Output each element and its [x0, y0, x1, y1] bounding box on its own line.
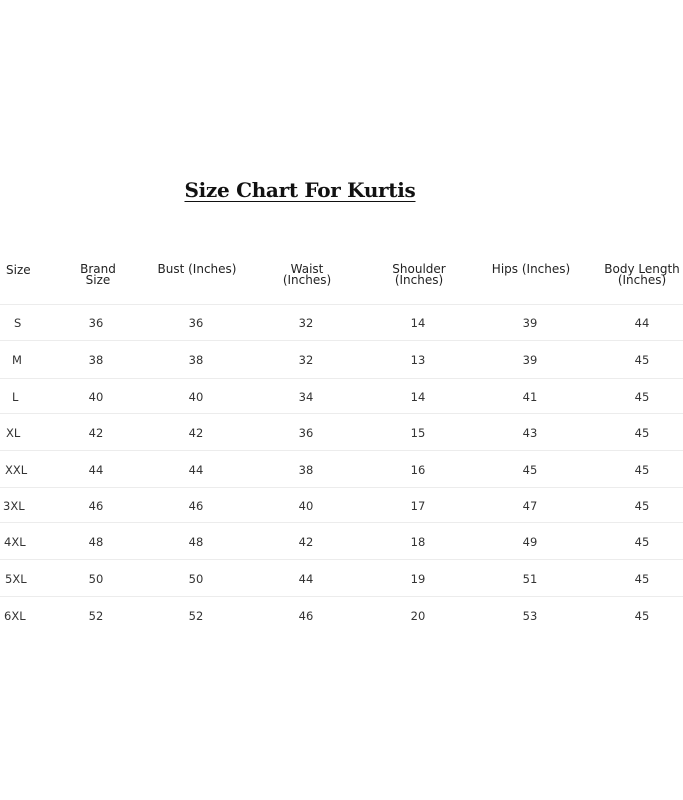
header-bust [158, 264, 237, 275]
cell-bust: 44 [188, 462, 204, 477]
header-shoulder [392, 264, 445, 286]
cell-body-length: 45 [634, 353, 650, 367]
cell-brand-size: 46 [88, 498, 104, 513]
table-row [0, 487, 683, 523]
cell-bust: 46 [188, 498, 204, 513]
cell-bust: 36 [188, 316, 204, 330]
cell-bust: 50 [188, 571, 204, 586]
table-row [0, 340, 683, 379]
header-size-label: Size [6, 263, 31, 277]
cell-hips: 49 [522, 534, 538, 549]
cell-bust: 42 [188, 425, 204, 440]
cell-brand-size: 42 [88, 425, 104, 440]
cell-waist: 42 [298, 534, 314, 549]
cell-hips: 53 [522, 608, 538, 623]
cell-size: 6XL [4, 608, 26, 623]
cell-hips: 51 [522, 571, 538, 586]
cell-brand-size: 48 [88, 534, 104, 549]
header-body-length-line2: (Inches) [617, 273, 667, 287]
cell-size: L [12, 389, 19, 404]
cell-waist: 34 [298, 389, 314, 404]
cell-shoulder: 14 [410, 316, 426, 330]
cell-size: 3XL [3, 498, 25, 513]
cell-hips: 45 [522, 462, 538, 477]
cell-hips: 39 [522, 353, 538, 367]
table-row [0, 522, 683, 560]
chart-title: Size Chart For Kurtis [184, 178, 416, 202]
cell-body-length: 45 [634, 462, 650, 477]
cell-bust: 48 [188, 534, 204, 549]
cell-shoulder: 18 [410, 534, 426, 549]
cell-body-length: 44 [634, 316, 650, 330]
cell-shoulder: 17 [410, 498, 426, 513]
cell-size: XL [6, 425, 21, 440]
header-waist-line1: Waist [290, 262, 324, 276]
cell-waist: 46 [298, 608, 314, 623]
cell-brand-size: 50 [88, 571, 104, 586]
header-bust-label: Bust (Inches) [157, 262, 237, 276]
cell-size: 4XL [4, 534, 26, 549]
cell-body-length: 45 [634, 608, 650, 623]
cell-size: XXL [5, 462, 28, 477]
cell-shoulder: 14 [410, 389, 426, 404]
cell-body-length: 45 [634, 425, 650, 440]
cell-waist: 36 [298, 425, 314, 440]
cell-brand-size: 52 [88, 608, 104, 623]
header-waist [283, 264, 331, 286]
cell-waist: 44 [298, 571, 314, 586]
cell-shoulder: 19 [410, 571, 426, 586]
cell-bust: 52 [188, 608, 204, 623]
header-brand-size-line2: Size [85, 273, 111, 287]
cell-shoulder: 16 [410, 462, 426, 477]
header-size [6, 265, 31, 276]
table-row [0, 304, 683, 341]
cell-body-length: 45 [634, 571, 650, 586]
header-hips-label: Hips (Inches) [491, 262, 571, 276]
cell-body-length: 45 [634, 389, 650, 404]
cell-hips: 47 [522, 498, 538, 513]
cell-hips: 41 [522, 389, 538, 404]
cell-bust: 40 [188, 389, 204, 404]
table-row [0, 450, 683, 488]
header-hips [492, 264, 570, 275]
cell-shoulder: 13 [410, 353, 426, 367]
cell-brand-size: 44 [88, 462, 104, 477]
cell-waist: 38 [298, 462, 314, 477]
cell-size: S [14, 316, 22, 330]
table-row [0, 378, 683, 414]
cell-size: M [12, 353, 22, 367]
cell-waist: 40 [298, 498, 314, 513]
cell-shoulder: 20 [410, 608, 426, 623]
header-brand-size [80, 264, 116, 286]
header-body-length-line1: Body Length [604, 262, 680, 276]
cell-brand-size: 40 [88, 389, 104, 404]
cell-shoulder: 15 [410, 425, 426, 440]
header-brand-size-line1: Brand [80, 262, 116, 276]
table-row [0, 596, 683, 634]
header-shoulder-line1: Shoulder [392, 262, 446, 276]
cell-waist: 32 [298, 316, 314, 330]
header-shoulder-line2: (Inches) [394, 273, 444, 287]
table-header [0, 256, 683, 304]
cell-body-length: 45 [634, 498, 650, 513]
header-waist-line2: (Inches) [282, 273, 332, 287]
table-row [0, 559, 683, 597]
cell-hips: 39 [522, 316, 538, 330]
cell-bust: 38 [188, 353, 204, 367]
cell-hips: 43 [522, 425, 538, 440]
cell-body-length: 45 [634, 534, 650, 549]
cell-size: 5XL [5, 571, 27, 586]
cell-waist: 32 [298, 353, 314, 367]
cell-brand-size: 38 [88, 353, 104, 367]
header-body-length [604, 264, 680, 286]
cell-brand-size: 36 [88, 316, 104, 330]
table-row [0, 413, 683, 451]
